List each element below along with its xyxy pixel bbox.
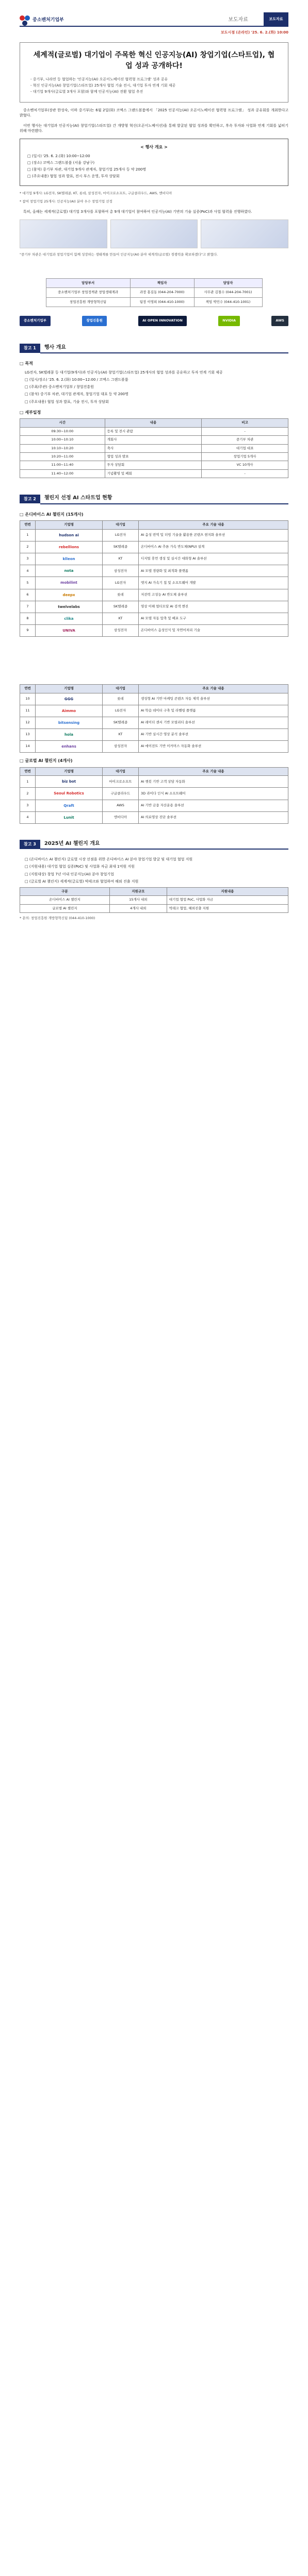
startup-logo — [36, 613, 103, 624]
illustration-image — [20, 219, 107, 248]
table-cell: 개회사 — [105, 436, 202, 444]
event-overview-item: □ (장소) 코엑스 그랜드볼룸 (서울 강남구) — [27, 160, 95, 165]
table-cell: AI 학습 데이터 구축 및 라벨링 플랫폼 — [139, 705, 288, 717]
title-box — [20, 42, 288, 102]
startup-header: 기업명 — [36, 521, 103, 529]
table-cell: 2 — [20, 541, 36, 553]
table-cell: 7 — [20, 601, 36, 613]
table-row — [20, 444, 288, 452]
header — [20, 0, 288, 27]
table-row — [20, 565, 288, 577]
table-row — [20, 811, 288, 823]
event-overview-item: □ (참석) 중기부 차관, 대기업 9개사 관계자, 창업기업 25개사 등 약 200명 — [27, 167, 147, 172]
startup-logo — [36, 601, 103, 613]
table-cell: 3 — [20, 800, 36, 811]
startup-logo — [36, 624, 103, 636]
table-cell: AI 에이전트 기반 이커머스 자동화 솔루션 — [139, 741, 288, 753]
body-paragraph: 중소벤처기업부(장관 한성숙, 이하 중기부)는 6월 2일(화) 코엑스 그랜드볼룸에서 「2025 인공지능(AI) 오픈이노베이션 협력형 프로그램」 성과 공유회를 개최한다고 밝혔다. — [20, 108, 288, 117]
header-label: 보도자료 — [228, 16, 248, 23]
bullet-text: □ (주최/주관) 중소벤처기업부 / 창업진흥원 — [25, 385, 94, 389]
table-cell: 빅테크 협업, 해외진출 지원 — [167, 904, 288, 912]
table-cell: 축사 — [105, 444, 202, 452]
bullet-text: □ (일시/장소) '25. 6. 2.(화) 10:00~12:00 / 코엑스 그랜드볼룸 — [25, 378, 128, 382]
footer-logo: 창업진흥원 — [82, 316, 106, 326]
subtitle-item: - 혁신 인공지능(AI) 창업기업(스타트업) 25개사 협업 기술 전시, 대기업 투자 연계 기회 제공 — [30, 83, 176, 88]
table-cell: 10:00~10:10 — [20, 436, 105, 444]
startup-logo-text: UNIVA — [62, 628, 75, 633]
startup-logo-text: mobilint — [60, 581, 77, 585]
contact-cell: 사무관 김철수 (044-204-7001) — [194, 288, 262, 297]
startup-logo — [36, 589, 103, 601]
startup-logo — [36, 717, 103, 728]
table-cell: 창업기업 5개사 — [202, 453, 288, 461]
table-cell: 4 — [20, 811, 36, 823]
contact-row — [46, 297, 262, 307]
startup-logo-text: clika — [64, 616, 74, 621]
table-cell: 투자 상담회 — [105, 461, 202, 469]
startup-table — [20, 684, 288, 753]
startup-logo-text: deepx — [62, 592, 75, 597]
startup-logo-text: bitsensing — [58, 720, 80, 725]
startup-logo — [36, 541, 103, 553]
contact-table — [46, 278, 263, 307]
embargo-notice: 보도시점 (온라인) '25. 6. 2.(화) 10:00 — [221, 30, 288, 35]
table-cell: 삼성전자 — [103, 565, 139, 577]
startup-logo-text: biz bot — [61, 779, 76, 784]
table-cell: 글로벌 AI 챌린지 — [20, 904, 110, 912]
table-cell: 14 — [20, 741, 36, 753]
table-row — [20, 469, 288, 478]
table-cell: 등록 및 전시 관람 — [105, 427, 202, 435]
schedule-table — [20, 418, 288, 478]
press-release-page — [0, 0, 308, 945]
table-cell: AWS — [103, 800, 139, 811]
startup-logo-text: Lunit — [63, 815, 74, 820]
table-row — [20, 904, 288, 912]
illustration-image — [110, 219, 198, 248]
challenge-header: 지원내용 — [167, 887, 288, 895]
table-cell: KT — [103, 613, 139, 624]
startup-header: 주요 기술 내용 — [139, 685, 288, 693]
startup-logo — [36, 776, 103, 788]
challenge-header: 지원규모 — [109, 887, 167, 895]
event-overview-item: □ (주요내용) 협업 성과 발표, 전시 부스 운영, 투자 상담회 — [27, 174, 120, 179]
startup-header: 주요 기술 내용 — [139, 521, 288, 529]
startup-logo — [36, 741, 103, 753]
table-cell: 중기부 차관 — [202, 436, 288, 444]
table-cell: 10:20~11:00 — [20, 453, 105, 461]
contact-row — [46, 288, 262, 297]
startup-logo — [36, 811, 103, 823]
startup-logo — [36, 788, 103, 800]
startup-logo-text: Seoul Robotics — [54, 791, 84, 796]
table-row — [20, 436, 288, 444]
table-row — [20, 705, 288, 717]
illustration-image — [201, 219, 288, 248]
table-row — [20, 427, 288, 435]
ministry-name: 중소벤처기업부 — [33, 18, 64, 23]
table-cell: 삼성전자 — [103, 741, 139, 753]
table-row — [20, 800, 288, 811]
startup-header: 주요 기술 내용 — [139, 767, 288, 775]
startup-logo-text: Qraft — [63, 803, 74, 808]
table-cell: 5 — [20, 577, 36, 589]
table-row — [20, 717, 288, 728]
section-number: 참고 2 — [20, 495, 40, 504]
table-cell: KT — [103, 728, 139, 740]
footer-logo: AWS — [271, 316, 288, 326]
table-row — [20, 693, 288, 705]
startup-header: 대기업 — [103, 685, 139, 693]
startup-table — [20, 767, 288, 824]
table-cell: 15개사 내외 — [109, 896, 167, 904]
bullet-text: □ (주요내용) 협업 성과 발표, 기술 전시, 투자 상담회 — [25, 399, 109, 404]
sub-heading: □ 목적 — [20, 361, 33, 366]
table-cell: 저전력 고성능 AI 반도체 솔루션 — [139, 589, 288, 601]
startup-logo-text: twelvelabs — [58, 604, 80, 609]
table-cell: 2 — [20, 788, 36, 800]
startup-logo — [36, 577, 103, 589]
table-cell: 4개사 내외 — [109, 904, 167, 912]
table-row — [20, 728, 288, 740]
bullet-text: □ (지원대상) 창업 7년 이내 인공지능(AI) 분야 창업기업 — [25, 872, 114, 876]
startup-header: 대기업 — [103, 767, 139, 775]
table-cell: 온디바이스 AI 챌린지 — [20, 896, 110, 904]
startup-logo — [36, 565, 103, 577]
startup-header: 연번 — [20, 685, 36, 693]
table-cell: 온디바이스 음성인식 및 자연어처리 기술 — [139, 624, 288, 636]
startup-header: 대기업 — [103, 521, 139, 529]
table-cell: 디지털 휴먼 생성 및 실시간 대화형 AI 솔루션 — [139, 553, 288, 565]
table-cell: AI 의료영상 진단 솔루션 — [139, 811, 288, 823]
table-cell: 마이크로소프트 — [103, 776, 139, 788]
subtitle-item: - 중기부, 나라연 등 협업하는 '인공지능(AI) 오픈이노베이션 협력형 프로그램' 성과 공유 — [30, 77, 168, 82]
table-cell: 6 — [20, 589, 36, 601]
startup-logo-text: enhans — [61, 744, 76, 749]
table-cell: SK텔레콤 — [103, 601, 139, 613]
table-cell: SK텔레콤 — [103, 541, 139, 553]
event-overview-item: □ (일시) '25. 6. 2.(화) 10:00~12:00 — [27, 154, 90, 158]
table-cell: LG전자 — [103, 529, 139, 541]
bullet-text: □ (글로벌 AI 챌린지) 세계적(글로벌) 빅테크와 협업하여 해외 진출 지원 — [25, 879, 139, 884]
footnote: * 대기업 9개사: LG전자, SK텔레콤, KT, 롯데, 삼성전자, 마이크로소프트, 구글클라우드, AWS, 엔비디아 — [20, 191, 172, 196]
table-row — [20, 741, 288, 753]
section-title: 행사 개요 — [40, 343, 288, 354]
contact-header: 담당부서 — [46, 278, 130, 287]
ministry-logo — [20, 15, 64, 26]
startup-logo — [36, 529, 103, 541]
table-cell: 8 — [20, 613, 36, 624]
table-cell: AI 음성 번역 및 더빙 기술을 활용한 콘텐츠 현지화 솔루션 — [139, 529, 288, 541]
table-cell: KT — [103, 553, 139, 565]
table-cell: 3D 라이다 인식 AI 소프트웨어 — [139, 788, 288, 800]
startup-logo — [36, 705, 103, 717]
table-cell: AI 모델 경량화 및 최적화 플랫폼 — [139, 565, 288, 577]
table-cell: AI 기반 금융 자산운용 솔루션 — [139, 800, 288, 811]
footer-logo: AI OPEN INNOVATION — [138, 316, 187, 326]
section-header — [20, 494, 288, 504]
table-row — [20, 896, 288, 904]
contact-cell: 과장 홍길동 (044-204-7000) — [130, 288, 194, 297]
bullet-text: □ (참석) 중기부 차관, 대기업 관계자, 창업기업 대표 등 약 200명 — [25, 392, 128, 397]
bullet-text: □ (지원내용) 대기업 협업 실증(PoC) 및 사업화 자금 최대 1억원 지원 — [25, 865, 135, 869]
startup-header: 연번 — [20, 521, 36, 529]
table-cell: 9 — [20, 624, 36, 636]
table-cell: AI 챗봇 기반 고객 상담 자동화 — [139, 776, 288, 788]
table-row — [20, 541, 288, 553]
table-cell: 10 — [20, 693, 36, 705]
contact-cell: 중소벤처기업부 창업정책관 창업생태계과 — [46, 288, 130, 297]
challenge-header: 구분 — [20, 887, 110, 895]
startup-logo — [36, 728, 103, 740]
table-cell: VC 10개사 — [202, 461, 288, 469]
sub-heading: □ 글로벌 AI 챌린지 (4개사) — [20, 758, 73, 764]
contact-header: 담당자 — [194, 278, 262, 287]
table-cell: AI 모델 자동 압축 및 배포 도구 — [139, 613, 288, 624]
table-row — [20, 529, 288, 541]
table-cell: LG전자 — [103, 577, 139, 589]
table-cell: 10:10~10:20 — [20, 444, 105, 452]
table-cell: SK텔레콤 — [103, 717, 139, 728]
startup-logo-text: GGG — [64, 697, 74, 701]
startup-logo-text: hola — [64, 732, 73, 737]
table-cell: 4 — [20, 565, 36, 577]
page-title: 세계적(글로벌) 대기업이 주목한 혁신 인공지능(AI) 창업기업(스타트업), 협업 성과 공개하다! — [33, 51, 275, 71]
table-cell: LG전자 — [103, 705, 139, 717]
sub-heading: □ 세부일정 — [20, 410, 41, 415]
contact-cell: 창업진흥원 개방형혁신팀 — [46, 297, 130, 307]
startup-logo — [36, 800, 103, 811]
startup-logo-text: klleon — [62, 557, 75, 562]
section-header — [20, 839, 288, 850]
illustration-strip — [20, 219, 288, 248]
table-cell: AI 레이더 센서 기반 모빌리티 솔루션 — [139, 717, 288, 728]
table-cell: 1 — [20, 776, 36, 788]
schedule-header: 비고 — [202, 419, 288, 427]
startup-logo — [36, 693, 103, 705]
event-overview-box — [20, 139, 288, 186]
footer-logo: NVIDIA — [218, 316, 240, 326]
event-overview-title: < 행사 개요 > — [140, 145, 168, 150]
startup-logo-text: rebellions — [58, 545, 79, 549]
table-cell: 13 — [20, 728, 36, 740]
table-row — [20, 601, 288, 613]
footnote: * 참여 창업기업 25개사: 인공지능(AI) 분야 우수 창업기업 선정 — [20, 199, 112, 204]
table-cell: 영상 이해 멀티모달 AI 검색 엔진 — [139, 601, 288, 613]
startup-header: 기업명 — [36, 685, 103, 693]
footer-logo: 중소벤처기업부 — [20, 316, 51, 326]
table-cell: 엣지 AI 가속기 칩 및 소프트웨어 개발 — [139, 577, 288, 589]
table-cell: 온디바이스 AI 추론 가속 반도체(NPU) 설계 — [139, 541, 288, 553]
sub-heading: □ 온디바이스 AI 챌린지 (15개사) — [20, 512, 84, 517]
table-cell: AI 기반 실시간 영상 분석 솔루션 — [139, 728, 288, 740]
table-cell: 대기업 대표 — [202, 444, 288, 452]
startup-header: 기업명 — [36, 767, 103, 775]
contact-cell: 책임 박민수 (044-410-1001) — [194, 297, 262, 307]
schedule-header: 내용 — [105, 419, 202, 427]
table-cell: 기념촬영 및 폐회 — [105, 469, 202, 478]
contact-cell: 팀장 이영희 (044-410-1000) — [130, 297, 194, 307]
body-paragraph: 특히, 올해는 세계적(글로벌) 대기업 3개사를 포함하여 총 9개 대기업이 참여하여 인공지능(AI) 기반의 기술 실증(PoC)과 사업 협력을 진행하였다. — [23, 210, 252, 214]
startup-logo-text: Aimmo — [61, 708, 76, 713]
footnote: * 문의: 창업진흥원 개방형혁신팀 (044-410-1000) — [20, 916, 95, 921]
startup-table — [20, 520, 288, 637]
table-row — [20, 589, 288, 601]
body-paragraph: 이번 행사는 대기업과 인공지능(AI) 창업기업(스타트업) 간 개방형 혁신(오픈이노베이션)을 통해 발굴된 협업 성과를 확인하고, 후속 투자와 사업화 연계 기회를 넓히기 위해 마련됐다. — [20, 123, 288, 133]
table-row — [20, 453, 288, 461]
table-cell: 11:40~12:00 — [20, 469, 105, 478]
startup-logo-text: hudson ai — [59, 533, 79, 537]
footer-logos — [20, 314, 288, 328]
table-row — [20, 553, 288, 565]
startup-logo — [36, 553, 103, 565]
section-header — [20, 343, 288, 354]
bullet-text: □ (온디바이스 AI 챌린지) 글로벌 시장 선점을 위한 온디바이스 AI 분야 창업기업 발굴 및 대기업 협업 지원 — [25, 857, 193, 862]
table-cell: 롯데 — [103, 693, 139, 705]
section-number: 참고 3 — [20, 840, 40, 849]
section-title: 챌린지 선정 AI 스타트업 현황 — [40, 494, 288, 504]
table-cell: 1 — [20, 529, 36, 541]
contact-header: 책임자 — [130, 278, 194, 287]
table-cell: 11 — [20, 705, 36, 717]
table-cell: - — [202, 427, 288, 435]
quote-paragraph: "중기부 차관은 대기업과 창업기업이 함께 성장하는 생태계를 만들어 인공지능(AI) 분야 세계적(글로벌) 경쟁력을 확보하겠다"고 밝혔다. — [20, 252, 218, 257]
table-row — [20, 788, 288, 800]
table-cell: 롯데 — [103, 589, 139, 601]
table-cell: 생성형 AI 기반 마케팅 콘텐츠 자동 제작 솔루션 — [139, 693, 288, 705]
table-row — [20, 461, 288, 469]
table-cell: 12 — [20, 717, 36, 728]
table-cell: 대기업 협업 PoC, 사업화 자금 — [167, 896, 288, 904]
table-cell: 11:00~11:40 — [20, 461, 105, 469]
table-cell: 엔비디아 — [103, 811, 139, 823]
header-badge: 보도자료 — [264, 12, 288, 26]
table-row — [20, 776, 288, 788]
table-cell: 삼성전자 — [103, 624, 139, 636]
bullet-text: LG전자, SK텔레콤 등 대기업(9개사)과 인공지능(AI) 창업기업(스타트업) 25개사의 협업 성과를 공유하고 투자 연계 기회 제공 — [25, 370, 223, 375]
startup-header: 연번 — [20, 767, 36, 775]
table-row — [20, 577, 288, 589]
table-row — [20, 624, 288, 636]
section-number: 참고 1 — [20, 344, 40, 353]
subtitle-list — [30, 77, 278, 94]
schedule-header: 시간 — [20, 419, 105, 427]
table-cell: - — [202, 469, 288, 478]
table-cell: 협업 성과 발표 — [105, 453, 202, 461]
table-row — [20, 613, 288, 624]
challenge-table — [20, 887, 288, 913]
subtitle-item: - 대기업 9개사(글로벌 3개사 포함)와 함께 인공지능(AI) 전환 협업 추진 — [30, 90, 143, 94]
table-cell: 3 — [20, 553, 36, 565]
ministry-emblem-icon — [20, 15, 30, 26]
startup-logo-text: nota — [64, 569, 74, 573]
section-title: 2025년 AI 챌린지 개요 — [40, 839, 288, 850]
table-cell: 구글클라우드 — [103, 788, 139, 800]
table-cell: 09:30~10:00 — [20, 427, 105, 435]
